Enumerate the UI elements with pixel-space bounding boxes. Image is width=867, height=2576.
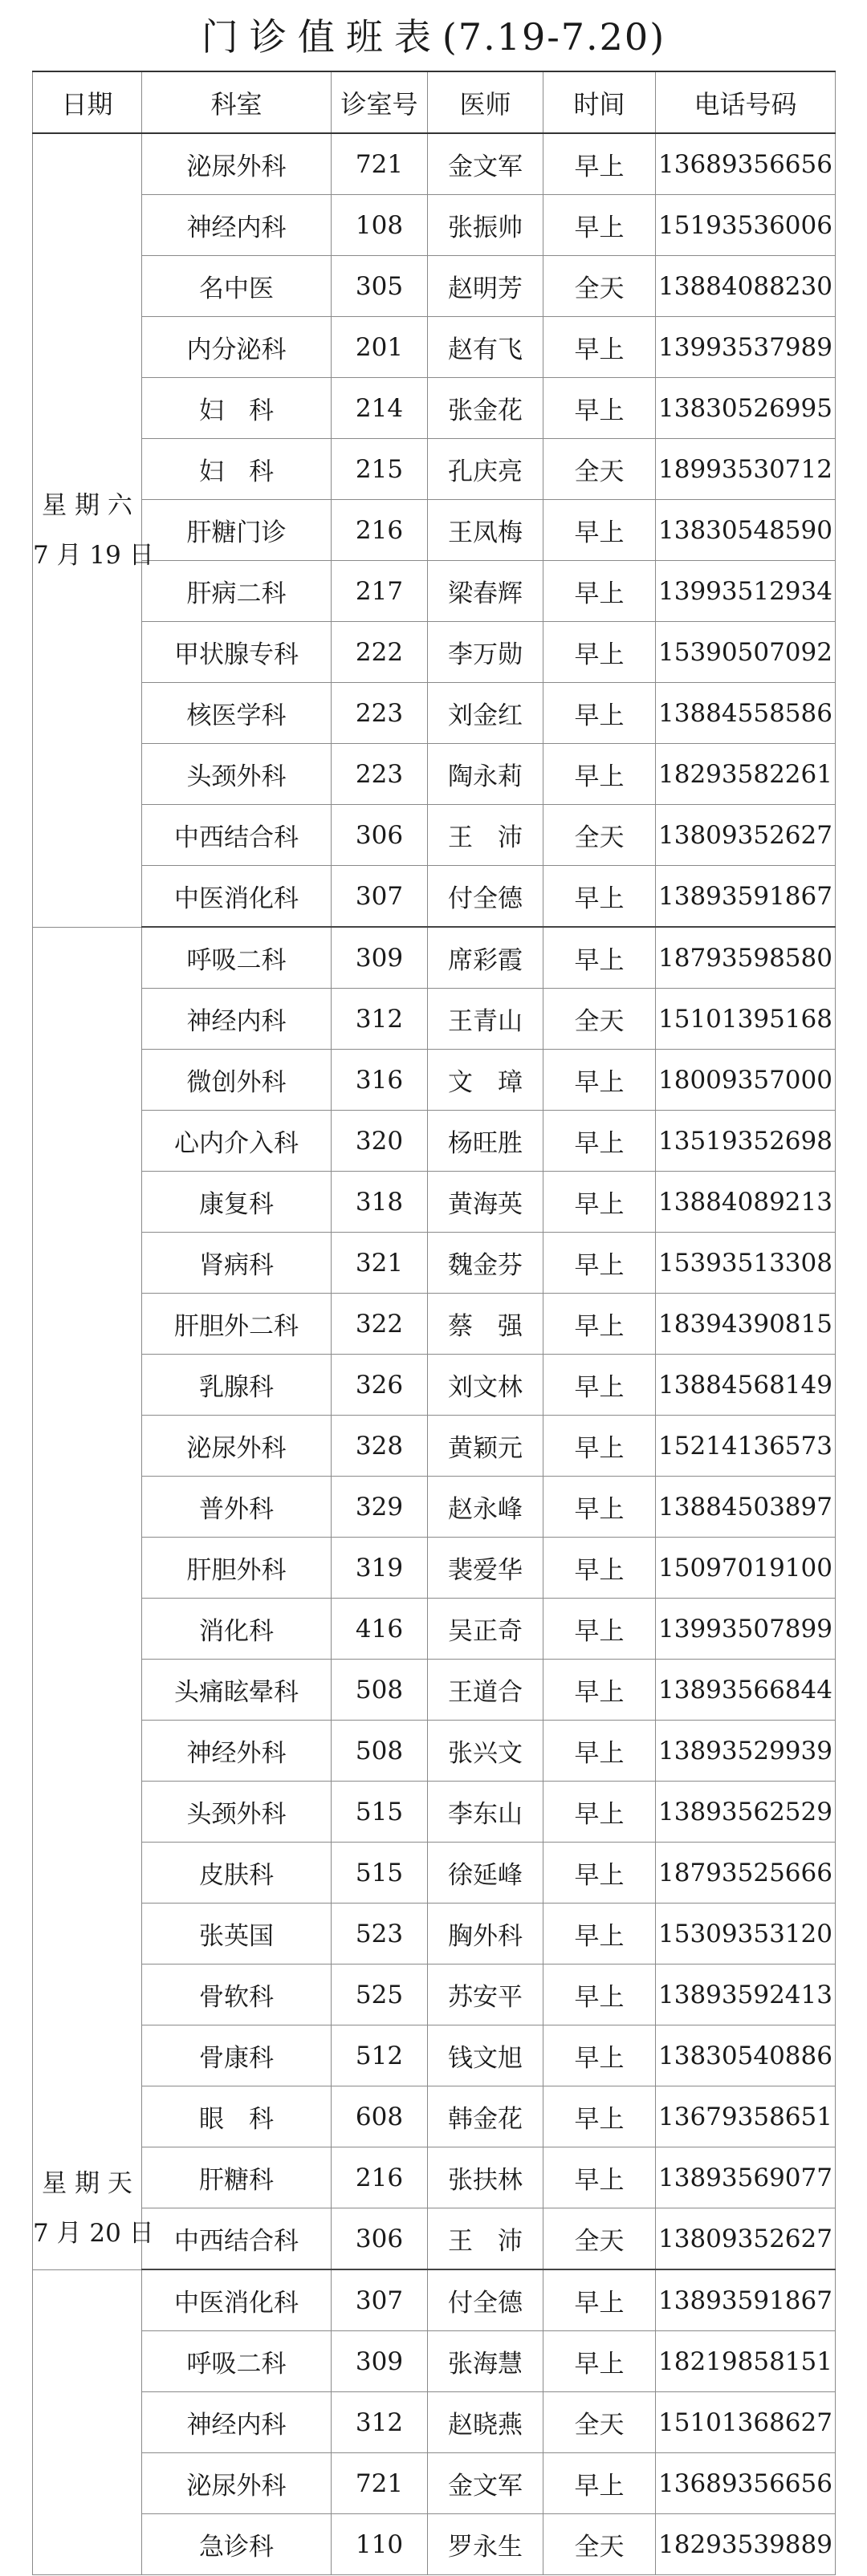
cell-phone: 15097019100 [656,1538,836,1599]
table-row [33,805,836,866]
cell-time: 早上 [543,1965,656,2025]
page-title [0,0,867,71]
cell-doctor: 罗永生 [428,2514,543,2575]
table-body [33,133,836,2575]
cell-doctor: 王凤梅 [428,500,543,561]
cell-room: 721 [332,2453,428,2514]
cell-time: 早上 [543,133,656,195]
cell-doctor: 苏安平 [428,1965,543,2025]
cell-room: 328 [332,1416,428,1477]
cell-phone: 13830540886 [656,2025,836,2086]
cell-phone: 13679358651 [656,2086,836,2147]
cell-doctor: 付全德 [428,2269,543,2331]
cell-phone: 18293539889 [656,2514,836,2575]
cell-room: 108 [332,195,428,256]
cell-time: 早上 [543,1233,656,1294]
cell-room: 322 [332,1294,428,1355]
cell-room: 515 [332,1843,428,1904]
cell-department: 肝糖科 [142,2147,332,2208]
table-row [33,866,836,928]
cell-department: 骨软科 [142,1965,332,2025]
cell-time: 早上 [543,2453,656,2514]
cell-department: 头颈外科 [142,744,332,805]
cell-department: 泌尿外科 [142,1416,332,1477]
cell-time: 全天 [543,2514,656,2575]
cell-room: 307 [332,866,428,928]
table-row [33,1660,836,1721]
cell-doctor: 孔庆亮 [428,439,543,500]
cell-phone: 15101368627 [656,2392,836,2453]
cell-doctor: 付全德 [428,866,543,928]
cell-room: 223 [332,744,428,805]
cell-room: 309 [332,927,428,989]
cell-phone: 13830548590 [656,500,836,561]
cell-doctor: 王道合 [428,1660,543,1721]
table-row [33,1477,836,1538]
date-cell [33,133,154,927]
cell-doctor: 李万勋 [428,622,543,683]
cell-doctor: 王青山 [428,989,543,1050]
table-header [33,71,836,133]
table-row [33,2514,836,2575]
table-row [33,256,836,317]
cell-doctor: 陶永莉 [428,744,543,805]
cell-department: 泌尿外科 [142,2453,332,2514]
cell-time: 早上 [543,500,656,561]
cell-time: 早上 [543,2269,656,2331]
cell-doctor: 张振帅 [428,195,543,256]
header-time: 时间 [543,71,656,133]
cell-phone: 18219858151 [656,2331,836,2392]
cell-room: 217 [332,561,428,622]
cell-room: 318 [332,1172,428,1233]
cell-department: 呼吸二科 [142,927,332,989]
cell-doctor: 李东山 [428,1782,543,1843]
cell-room: 523 [332,1904,428,1965]
cell-department: 核医学科 [142,683,332,744]
table-row [33,1538,836,1599]
table-row [33,1416,836,1477]
header-date: 日期 [33,71,142,133]
cell-doctor: 赵晓燕 [428,2392,543,2453]
cell-room: 215 [332,439,428,500]
cell-room: 326 [332,1355,428,1416]
cell-phone: 18293582261 [656,744,836,805]
cell-phone: 13993507899 [656,1599,836,1660]
cell-department: 皮肤科 [142,1843,332,1904]
cell-doctor: 席彩霞 [428,927,543,989]
table-row [33,317,836,378]
cell-time: 全天 [543,2208,656,2270]
cell-department: 头颈外科 [142,1782,332,1843]
title-main: 门诊值班表 [201,15,442,59]
table-row [33,2331,836,2392]
table-row [33,1599,836,1660]
cell-department: 呼吸二科 [142,2331,332,2392]
cell-time: 早上 [543,2086,656,2147]
cell-room: 307 [332,2269,428,2331]
cell-phone: 13809352627 [656,2208,836,2270]
cell-phone: 18993530712 [656,439,836,500]
date-weekday: 星 期 六 [42,490,132,520]
cell-doctor: 张扶林 [428,2147,543,2208]
table-row [33,378,836,439]
cell-room: 508 [332,1721,428,1782]
cell-room: 216 [332,2147,428,2208]
cell-phone: 18793598580 [656,927,836,989]
cell-time: 早上 [543,378,656,439]
cell-time: 早上 [543,1294,656,1355]
cell-doctor: 刘金红 [428,683,543,744]
cell-phone: 13893562529 [656,1782,836,1843]
cell-room: 608 [332,2086,428,2147]
cell-phone: 13689356656 [656,133,836,195]
cell-room: 110 [332,2514,428,2575]
cell-room: 306 [332,2208,428,2270]
table-row [33,439,836,500]
date-cell [33,927,154,2269]
cell-doctor: 徐延峰 [428,1843,543,1904]
cell-department: 普外科 [142,1477,332,1538]
cell-department: 神经内科 [142,195,332,256]
cell-room: 525 [332,1965,428,2025]
cell-time: 早上 [543,2147,656,2208]
table-row [33,2086,836,2147]
table-row [33,683,836,744]
cell-doctor: 张海慧 [428,2331,543,2392]
date-day: 7 月 19 日 [33,540,154,570]
cell-time: 早上 [543,561,656,622]
cell-department: 康复科 [142,1172,332,1233]
table-row [33,744,836,805]
cell-doctor: 杨旺胜 [428,1111,543,1172]
cell-time: 早上 [543,1782,656,1843]
cell-department: 心内介入科 [142,1111,332,1172]
table-row [33,2025,836,2086]
cell-department: 名中医 [142,256,332,317]
table-row [33,133,836,195]
cell-phone: 13893591867 [656,2269,836,2331]
table-row [33,1294,836,1355]
cell-doctor: 金文军 [428,133,543,195]
cell-doctor: 钱文旭 [428,2025,543,2086]
cell-department: 肝胆外二科 [142,1294,332,1355]
cell-phone: 18009357000 [656,1050,836,1111]
cell-time: 早上 [543,1416,656,1477]
cell-department: 神经内科 [142,2392,332,2453]
cell-time: 早上 [543,1050,656,1111]
cell-doctor: 王 沛 [428,2208,543,2270]
cell-doctor: 金文军 [428,2453,543,2514]
cell-phone: 15193536006 [656,195,836,256]
header-phone: 电话号码 [656,71,836,133]
cell-time: 全天 [543,989,656,1050]
cell-time: 早上 [543,1111,656,1172]
cell-phone: 13884558586 [656,683,836,744]
cell-department: 眼 科 [142,2086,332,2147]
cell-department: 肝糖门诊 [142,500,332,561]
cell-doctor: 吴正奇 [428,1599,543,1660]
cell-department: 甲状腺专科 [142,622,332,683]
cell-phone: 18394390815 [656,1294,836,1355]
schedule-table [32,71,836,2575]
cell-time: 早上 [543,1477,656,1538]
cell-doctor: 蔡 强 [428,1294,543,1355]
cell-room: 222 [332,622,428,683]
cell-time: 早上 [543,683,656,744]
cell-room: 416 [332,1599,428,1660]
table-row [33,1172,836,1233]
cell-department: 乳腺科 [142,1355,332,1416]
cell-doctor: 梁春辉 [428,561,543,622]
cell-phone: 13884503897 [656,1477,836,1538]
cell-doctor: 赵永峰 [428,1477,543,1538]
cell-doctor: 黄颖元 [428,1416,543,1477]
cell-room: 312 [332,989,428,1050]
cell-time: 早上 [543,927,656,989]
cell-doctor: 赵明芳 [428,256,543,317]
cell-department: 中医消化科 [142,2269,332,2331]
cell-department: 妇 科 [142,378,332,439]
table-row [33,1233,836,1294]
header-department: 科室 [142,71,332,133]
cell-time: 早上 [543,866,656,928]
cell-doctor: 张兴文 [428,1721,543,1782]
cell-department: 肝胆外科 [142,1538,332,1599]
cell-phone: 13893569077 [656,2147,836,2208]
cell-department: 消化科 [142,1599,332,1660]
cell-department: 中西结合科 [142,805,332,866]
cell-department: 头痛眩晕科 [142,1660,332,1721]
cell-phone: 13993537989 [656,317,836,378]
cell-doctor: 刘文林 [428,1355,543,1416]
table-row [33,989,836,1050]
cell-room: 321 [332,1233,428,1294]
cell-department: 中西结合科 [142,2208,332,2270]
cell-time: 早上 [543,2025,656,2086]
cell-doctor: 胸外科 [428,1904,543,1965]
cell-room: 214 [332,378,428,439]
cell-time: 早上 [543,2331,656,2392]
title-date-range: (7.19-7.20) [442,15,666,59]
table-row [33,1721,836,1782]
cell-time: 早上 [543,1599,656,1660]
cell-phone: 13993512934 [656,561,836,622]
header-doctor: 医师 [428,71,543,133]
cell-time: 全天 [543,805,656,866]
cell-doctor: 王 沛 [428,805,543,866]
cell-room: 329 [332,1477,428,1538]
cell-phone: 13893529939 [656,1721,836,1782]
cell-time: 早上 [543,1538,656,1599]
header-room: 诊室号 [332,71,428,133]
cell-department: 肾病科 [142,1233,332,1294]
table-row [33,1782,836,1843]
date-cell-blank [33,2269,142,2575]
cell-doctor: 赵有飞 [428,317,543,378]
cell-time: 早上 [543,1660,656,1721]
cell-doctor: 韩金花 [428,2086,543,2147]
cell-phone: 13884088230 [656,256,836,317]
cell-department: 张英国 [142,1904,332,1965]
cell-room: 512 [332,2025,428,2086]
cell-department: 妇 科 [142,439,332,500]
cell-time: 早上 [543,622,656,683]
cell-time: 早上 [543,744,656,805]
cell-room: 319 [332,1538,428,1599]
date-weekday: 星 期 天 [42,2168,132,2198]
cell-phone: 13519352698 [656,1111,836,1172]
cell-room: 201 [332,317,428,378]
cell-phone: 13884568149 [656,1355,836,1416]
cell-department: 微创外科 [142,1050,332,1111]
cell-room: 316 [332,1050,428,1111]
cell-phone: 13689356656 [656,2453,836,2514]
cell-time: 早上 [543,317,656,378]
cell-department: 神经内科 [142,989,332,1050]
cell-phone: 13830526995 [656,378,836,439]
table-row [33,2392,836,2453]
cell-room: 309 [332,2331,428,2392]
cell-room: 223 [332,683,428,744]
cell-room: 721 [332,133,428,195]
cell-department: 急诊科 [142,2514,332,2575]
cell-time: 全天 [543,439,656,500]
cell-department: 内分泌科 [142,317,332,378]
cell-phone: 15309353120 [656,1904,836,1965]
cell-room: 515 [332,1782,428,1843]
table-row [33,2453,836,2514]
cell-department: 神经外科 [142,1721,332,1782]
cell-phone: 13893592413 [656,1965,836,2025]
cell-phone: 13893591867 [656,866,836,928]
cell-time: 早上 [543,195,656,256]
cell-phone: 18793525666 [656,1843,836,1904]
table-row [33,1904,836,1965]
table-row [33,1111,836,1172]
cell-time: 全天 [543,2392,656,2453]
cell-doctor: 黄海英 [428,1172,543,1233]
table-row [33,1050,836,1111]
cell-phone: 13893566844 [656,1660,836,1721]
cell-room: 508 [332,1660,428,1721]
cell-time: 早上 [543,1721,656,1782]
table-row [33,1355,836,1416]
cell-phone: 15393513308 [656,1233,836,1294]
cell-room: 312 [332,2392,428,2453]
cell-doctor: 张金花 [428,378,543,439]
cell-time: 早上 [543,1904,656,1965]
cell-department: 中医消化科 [142,866,332,928]
cell-phone: 15390507092 [656,622,836,683]
cell-doctor: 文 璋 [428,1050,543,1111]
cell-phone: 15101395168 [656,989,836,1050]
cell-department: 肝病二科 [142,561,332,622]
cell-time: 早上 [543,1172,656,1233]
cell-room: 320 [332,1111,428,1172]
cell-doctor: 魏金芬 [428,1233,543,1294]
table-row [33,1965,836,2025]
cell-time: 全天 [543,256,656,317]
cell-room: 305 [332,256,428,317]
table-row [33,927,836,989]
table-row [33,195,836,256]
cell-department: 泌尿外科 [142,133,332,195]
date-day: 7 月 20 日 [33,2218,154,2248]
cell-phone: 13809352627 [656,805,836,866]
cell-phone: 13884089213 [656,1172,836,1233]
cell-room: 216 [332,500,428,561]
cell-time: 早上 [543,1843,656,1904]
table-row [33,2147,836,2208]
cell-time: 早上 [543,1355,656,1416]
cell-department: 骨康科 [142,2025,332,2086]
cell-phone: 15214136573 [656,1416,836,1477]
header-row [33,71,836,133]
table-row [33,2269,836,2331]
table-row [33,1843,836,1904]
cell-room: 306 [332,805,428,866]
cell-doctor: 裴爱华 [428,1538,543,1599]
table-row [33,622,836,683]
